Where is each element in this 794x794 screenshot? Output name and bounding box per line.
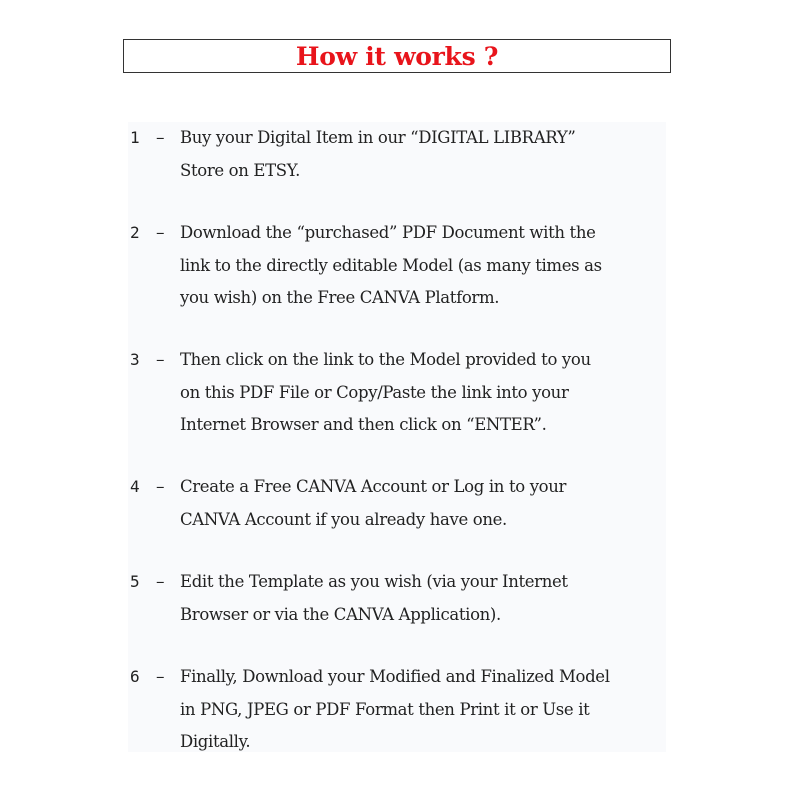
step-dash: – xyxy=(156,667,165,687)
step-number: 5 xyxy=(130,572,140,591)
step-dash: – xyxy=(156,128,165,148)
step-number: 6 xyxy=(130,667,140,686)
step-number: 3 xyxy=(130,350,140,369)
page-title: How it works ? xyxy=(295,41,499,71)
step-number: 1 xyxy=(130,128,140,147)
step-text: Edit the Template as you wish (via your Internet Browser or via the CANVA Application). xyxy=(180,572,568,624)
step-text: Buy your Digital Item in our “DIGITAL LIBRARY” Store on ETSY. xyxy=(180,128,576,180)
step-text: Download the “purchased” PDF Document with the link to the directly editable Model (as many times as you wish) on the Free CANVA Platform. xyxy=(180,223,602,307)
step-dash: – xyxy=(156,350,165,370)
step-number: 2 xyxy=(130,223,140,242)
step-number: 4 xyxy=(130,477,140,496)
step-dash: – xyxy=(156,223,165,243)
step-dash: – xyxy=(156,477,165,497)
step-text: Then click on the link to the Model provided to you on this PDF File or Copy/Paste the link into your Internet Browser and then click on “ENTER”. xyxy=(180,350,591,434)
title-box xyxy=(123,39,671,73)
steps-list xyxy=(128,122,666,752)
step-dash: – xyxy=(156,572,165,592)
step-text: Create a Free CANVA Account or Log in to your CANVA Account if you already have one. xyxy=(180,477,567,529)
step-text: Finally, Download your Modified and Finalized Model in PNG, JPEG or PDF Format then Print it or Use it Digitally. xyxy=(180,667,610,751)
